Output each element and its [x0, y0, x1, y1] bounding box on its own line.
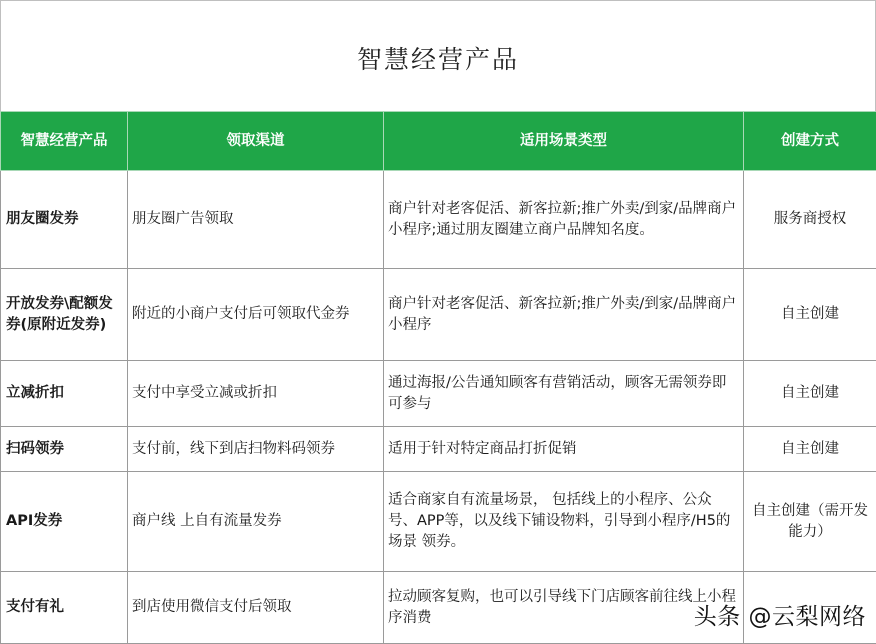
product-name: 开放发券\配额发券(原附近发券) [1, 269, 128, 361]
product-name: API发券 [1, 472, 128, 572]
page-title: 智慧经营产品 [357, 40, 519, 76]
channel-cell: 朋友圈广告领取 [128, 171, 384, 269]
table-row [1, 472, 876, 572]
channel-cell: 商户线 上自有流量发券 [128, 472, 384, 572]
scene-cell: 通过海报/公告通知顾客有营销活动，顾客无需领券即可参与 [384, 361, 744, 427]
table-row [1, 171, 876, 269]
scene-cell: 适用于针对特定商品打折促销 [384, 427, 744, 472]
product-name: 朋友圈发券 [1, 171, 128, 269]
watermark: 头条 @云梨网络 [694, 598, 866, 631]
method-cell: 自主创建（需开发能力） [744, 472, 876, 572]
header-method: 创建方式 [744, 112, 876, 171]
product-name: 扫码领券 [1, 427, 128, 472]
channel-cell: 支付前，线下到店扫物料码领券 [128, 427, 384, 472]
header-channel: 领取渠道 [128, 112, 384, 171]
method-cell: 自主创建 [744, 269, 876, 361]
header-scene: 适用场景类型 [384, 112, 744, 171]
scene-cell: 适合商家自有流量场景， 包括线上的小程序、公众号、APP等，以及线下铺设物料，引导到小程序/H5的场景 领券。 [384, 472, 744, 572]
method-cell: 自主创建 [744, 361, 876, 427]
table-row [1, 361, 876, 427]
method-cell: 服务商授权 [744, 171, 876, 269]
product-table [0, 111, 876, 644]
scene-cell: 商户针对老客促活、新客拉新;推广外卖/到家/品牌商户小程序;通过朋友圈建立商户品牌知名度。 [384, 171, 744, 269]
product-name: 立减折扣 [1, 361, 128, 427]
channel-cell: 支付中享受立减或折扣 [128, 361, 384, 427]
product-name: 支付有礼 [1, 572, 128, 644]
method-cell: 自主创建 [744, 427, 876, 472]
scene-cell: 商户针对老客促活、新客拉新;推广外卖/到家/品牌商户小程序 [384, 269, 744, 361]
table-row [1, 269, 876, 361]
table-row [1, 427, 876, 472]
title-box [0, 0, 876, 112]
table-header-row [1, 112, 876, 171]
channel-cell: 到店使用微信支付后领取 [128, 572, 384, 644]
header-product: 智慧经营产品 [1, 112, 128, 171]
scene-cell: 拉动顾客复购，也可以引导线下门店顾客前往线上小程序消费 [384, 572, 744, 644]
channel-cell: 附近的小商户支付后可领取代金券 [128, 269, 384, 361]
